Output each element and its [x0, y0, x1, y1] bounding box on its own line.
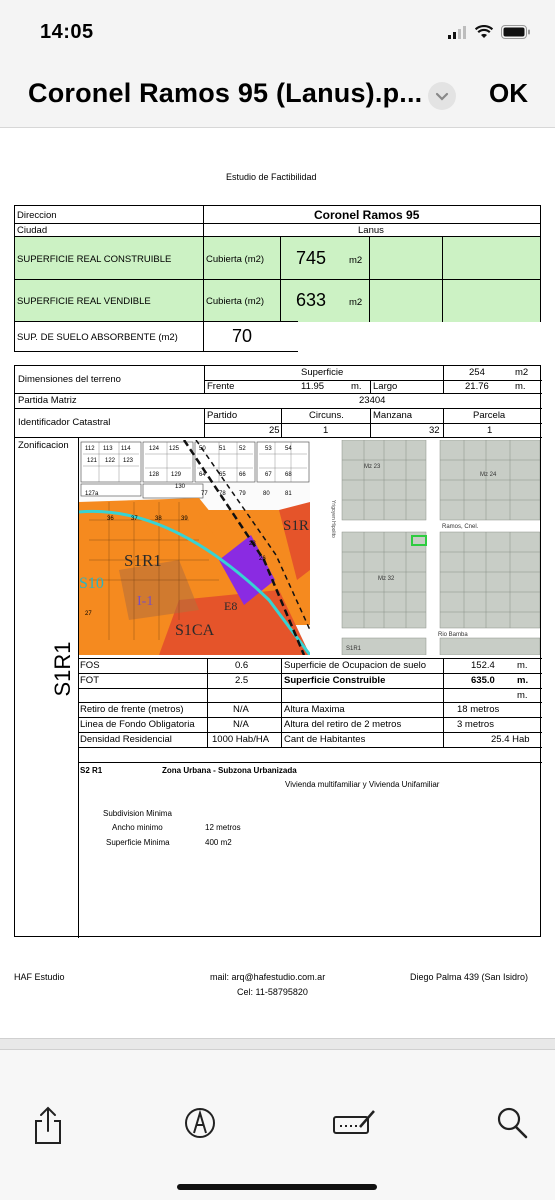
- svg-text:81: 81: [285, 491, 292, 497]
- habitantes-label: Cant de Habitantes: [284, 734, 366, 745]
- ciudad-label: Ciudad: [17, 225, 48, 236]
- wifi-icon: [475, 25, 493, 39]
- svg-text:Mz 32: Mz 32: [378, 576, 395, 582]
- document-navbar: [0, 62, 555, 128]
- habitantes-value: 25.4 Hab: [491, 734, 530, 745]
- sup-vendible-label: SUPERFICIE REAL VENDIBLE: [17, 296, 151, 307]
- signature-icon: [332, 1105, 376, 1141]
- ancho-value: 12 metros: [205, 823, 241, 832]
- svg-text:80: 80: [263, 491, 270, 497]
- status-time: 14:05: [40, 21, 94, 43]
- svg-text:122: 122: [105, 458, 116, 464]
- ciudad-value: Lanus: [358, 225, 384, 236]
- subdivision-label: Subdivision Minima: [103, 809, 172, 818]
- fot-label: FOT: [80, 675, 99, 686]
- svg-text:65: 65: [219, 472, 226, 478]
- title-menu-button[interactable]: [428, 82, 456, 110]
- superficie-unit: m2: [515, 367, 529, 378]
- blank-unit: m.: [517, 690, 528, 701]
- svg-text:53: 53: [265, 446, 272, 452]
- sup-ocup-value: 152.4: [471, 660, 495, 671]
- superficie-min-value: 400 m2: [205, 838, 232, 847]
- svg-text:66: 66: [239, 472, 246, 478]
- svg-text:64: 64: [199, 472, 206, 478]
- fot-value: 2.5: [235, 675, 249, 686]
- svg-text:79: 79: [239, 491, 246, 497]
- svg-text:54: 54: [285, 446, 292, 452]
- svg-text:68: 68: [285, 472, 292, 478]
- svg-text:E8: E8: [224, 599, 238, 613]
- svg-text:77: 77: [201, 491, 208, 497]
- search-icon: [494, 1105, 530, 1141]
- altura-max-label: Altura Maxima: [284, 704, 345, 715]
- zona-desc: Zona Urbana - Subzona Urbanizada: [162, 766, 297, 775]
- chevron-down-icon: [428, 82, 456, 110]
- svg-text:129: 129: [171, 472, 182, 478]
- altura-max-value: 18 metros: [457, 704, 500, 715]
- footer-mail: mail: arq@hafestudio.com.ar: [210, 972, 326, 982]
- svg-text:27: 27: [85, 611, 92, 617]
- svg-text:Ramos, Cnel.: Ramos, Cnel.: [442, 524, 479, 530]
- manzana-label: Manzana: [373, 410, 413, 421]
- svg-text:S1CA: S1CA: [175, 622, 215, 639]
- partida-value: 23404: [359, 395, 386, 406]
- sup-ocup-unit: m.: [517, 660, 528, 671]
- partido-value: 25: [269, 425, 280, 436]
- superficie-min-label: Superficie Minima: [106, 838, 170, 847]
- svg-text:51: 51: [219, 446, 226, 452]
- sup-ocup-label: Superficie de Ocupacion de suelo: [284, 660, 427, 671]
- status-icons: [448, 25, 531, 39]
- svg-text:128: 128: [149, 472, 160, 478]
- svg-text:37: 37: [131, 516, 138, 522]
- ancho-label: Ancho minimo: [112, 823, 163, 832]
- pdf-page: [0, 129, 555, 1045]
- linea-fondo-label: Linea de Fondo Obligatoria: [80, 719, 195, 730]
- sup-absorbente-label: SUP. DE SUELO ABSORBENTE (m2): [17, 332, 178, 343]
- svg-text:S10: S10: [79, 575, 104, 592]
- page-separator: [0, 1038, 555, 1050]
- svg-text:50: 50: [199, 446, 206, 452]
- document-title: Coronel Ramos 95 (Lanus).p...: [28, 78, 423, 108]
- svg-text:I-1: I-1: [137, 594, 154, 609]
- superficie-value: 254: [469, 367, 485, 378]
- search-button[interactable]: [494, 1105, 530, 1141]
- identificador-label: Identificador Catastral: [18, 417, 111, 428]
- bottom-toolbar: [0, 1050, 555, 1200]
- frente-label: Frente: [207, 381, 235, 392]
- status-bar: [0, 0, 555, 62]
- zonificacion-label: Zonificacion: [18, 440, 69, 451]
- fos-value: 0.6: [235, 660, 249, 671]
- svg-text:S1R: S1R: [283, 518, 309, 534]
- superficie-label: Superficie: [301, 367, 344, 378]
- direccion-value: Coronel Ramos 95: [314, 208, 420, 222]
- sup-const-value: 635.0: [471, 675, 495, 686]
- cadastral-map-drawing: [314, 440, 540, 655]
- home-indicator[interactable]: [177, 1184, 377, 1190]
- sup-const-unit: m.: [517, 675, 529, 686]
- footer-cel: Cel: 11-58795820: [237, 987, 308, 997]
- svg-text:112: 112: [85, 446, 95, 452]
- zoning-map-drawing: [79, 440, 310, 655]
- frente-unit: m.: [351, 381, 362, 392]
- svg-text:114: 114: [121, 446, 131, 452]
- svg-text:52: 52: [239, 446, 246, 452]
- sup-const-label: Superficie Construible: [284, 675, 386, 686]
- svg-text:39: 39: [181, 516, 188, 522]
- svg-text:28: 28: [249, 541, 256, 547]
- zoning-map: [79, 440, 310, 655]
- dimensiones-label: Dimensiones del terreno: [18, 374, 121, 385]
- signal-icon: [448, 26, 467, 39]
- markup-pen-icon: [182, 1105, 218, 1141]
- largo-unit: m.: [515, 381, 526, 392]
- direccion-label: Direccion: [17, 210, 57, 221]
- svg-text:Rio Bamba: Rio Bamba: [438, 632, 468, 638]
- summary-table: [14, 205, 541, 352]
- share-button[interactable]: [30, 1105, 66, 1141]
- largo-value: 21.76: [465, 381, 489, 392]
- densidad-label: Densidad Residencial: [80, 734, 172, 745]
- svg-text:Yrigoyen Hipolito: Yrigoyen Hipolito: [330, 500, 336, 538]
- svg-text:124: 124: [149, 446, 160, 452]
- altura-retiro-label: Altura del retiro de 2 metros: [284, 719, 402, 730]
- circuns-value: 1: [323, 425, 329, 436]
- svg-text:78: 78: [219, 491, 226, 497]
- share-icon: [30, 1105, 66, 1145]
- vivienda-text: Vivienda multifamiliar y Vivienda Unifamiliar: [285, 780, 440, 789]
- retiro-frente-label: Retiro de frente (metros): [80, 704, 184, 715]
- largo-label: Largo: [373, 381, 398, 392]
- zona-short: S2 R1: [80, 766, 103, 775]
- battery-icon: [501, 25, 531, 39]
- footer-studio: HAF Estudio: [14, 972, 65, 982]
- svg-text:67: 67: [265, 472, 272, 478]
- sup-absorbente-value: 70: [232, 326, 253, 346]
- svg-text:Mz 23: Mz 23: [364, 464, 381, 470]
- altura-retiro-value: 3 metros: [457, 719, 494, 730]
- sup-vendible-unit: m2: [349, 297, 363, 308]
- svg-text:36: 36: [107, 516, 114, 522]
- partido-label: Partido: [207, 410, 238, 421]
- parcela-value: 1: [487, 425, 493, 436]
- doc-heading: Estudio de Factibilidad: [226, 172, 317, 182]
- svg-text:127a: 127a: [85, 491, 99, 497]
- svg-text:123: 123: [123, 458, 134, 464]
- svg-text:130: 130: [175, 484, 186, 490]
- signature-button[interactable]: [332, 1105, 376, 1141]
- zona-code-vertical: S1R1: [50, 641, 75, 697]
- sup-construible-label: SUPERFICIE REAL CONSTRUIBLE: [17, 254, 172, 265]
- svg-text:S1R1: S1R1: [124, 551, 162, 570]
- svg-text:121: 121: [87, 458, 98, 464]
- linea-fondo-value: N/A: [233, 719, 249, 730]
- ok-button[interactable]: OK: [489, 78, 528, 108]
- retiro-frente-value: N/A: [233, 704, 249, 715]
- sup-construible-unit-label: Cubierta (m2): [206, 254, 265, 265]
- footer-address: Diego Palma 439 (San Isidro): [410, 972, 529, 982]
- partida-label: Partida Matriz: [18, 395, 77, 406]
- sup-construible-value: 745: [296, 248, 327, 268]
- svg-text:26: 26: [259, 556, 266, 562]
- sup-vendible-unit-label: Cubierta (m2): [206, 296, 265, 307]
- densidad-value: 1000 Hab/HA: [212, 734, 270, 745]
- svg-text:125: 125: [169, 446, 180, 452]
- svg-text:Mz 24: Mz 24: [480, 472, 497, 478]
- svg-text:38: 38: [155, 516, 162, 522]
- circuns-label: Circuns.: [309, 410, 344, 421]
- svg-text:113: 113: [103, 446, 113, 452]
- svg-text:S1R1: S1R1: [346, 646, 362, 652]
- sup-vendible-value: 633: [296, 290, 327, 310]
- markup-button[interactable]: [182, 1105, 218, 1141]
- fos-label: FOS: [80, 660, 100, 671]
- parcela-label: Parcela: [473, 410, 506, 421]
- manzana-value: 32: [429, 425, 440, 436]
- frente-value: 11.95: [301, 381, 325, 392]
- cadastral-map: [314, 440, 540, 655]
- sup-construible-unit: m2: [349, 255, 363, 266]
